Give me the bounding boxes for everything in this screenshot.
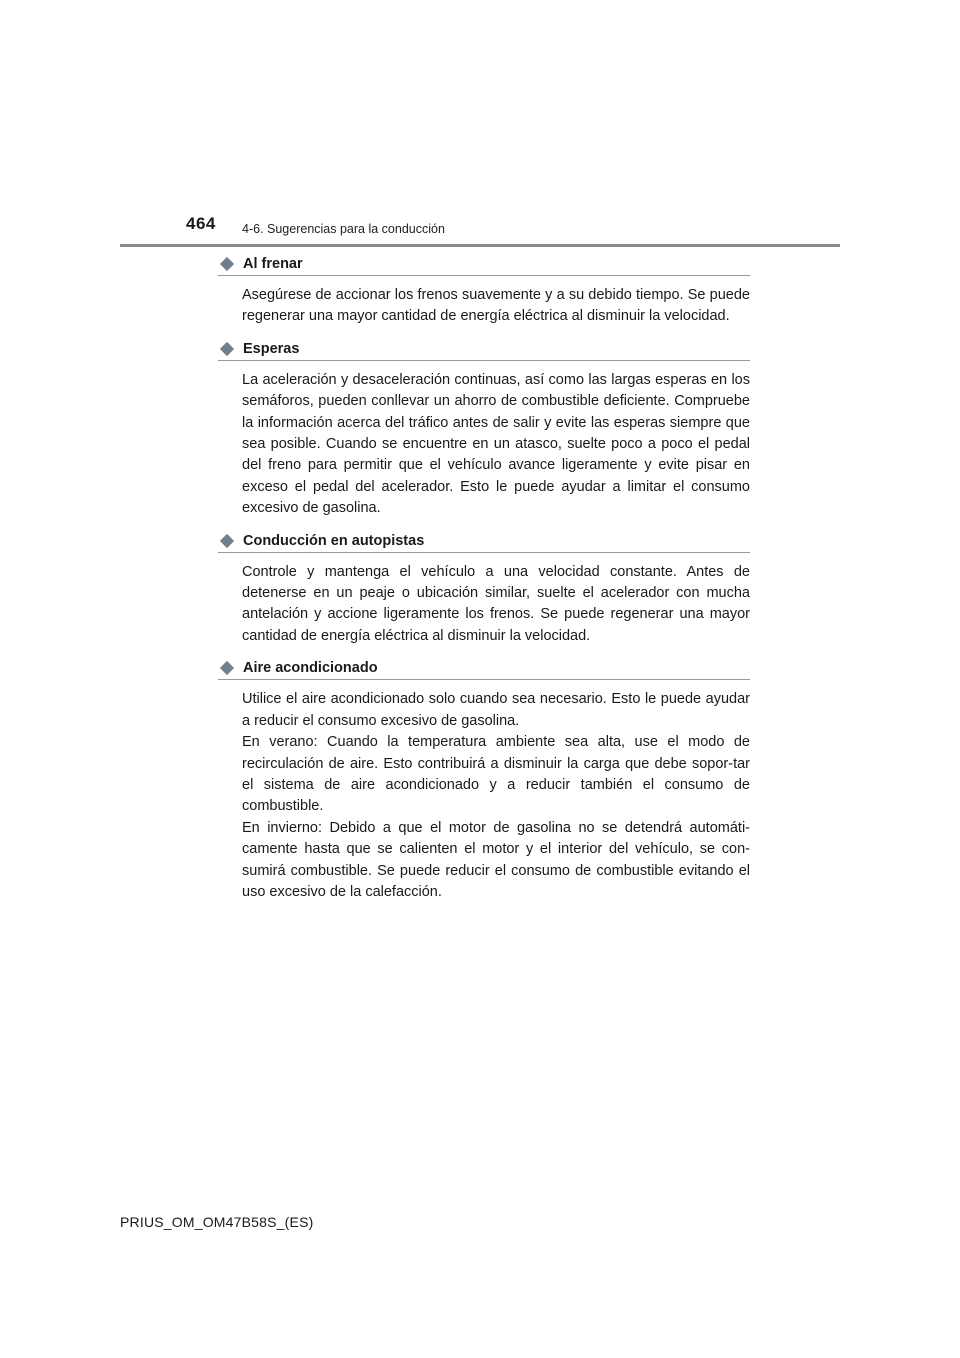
section-esperas — [218, 338, 750, 520]
section-title: 4-6. Sugerencias para la conducción — [242, 222, 445, 236]
page-number: 464 — [186, 214, 216, 233]
section-heading-row — [218, 530, 750, 553]
section-heading: Esperas — [243, 340, 300, 357]
section-heading: Aire acondicionado — [243, 660, 378, 677]
document-body — [218, 253, 750, 913]
section-aire-acondicionado — [218, 657, 750, 903]
section-heading: Conducción en autopistas — [243, 532, 425, 549]
paragraph: La aceleración y desaceleración continuas, así como las largas esperas en los semáforos, pueden conllevar un ahorro de combustible deficiente. Compruebe la información acerca del tráfico antes de salir y evite las esperas siempre que sea posible. Cuando se encuentre en un atasco, suelte poco a poco el pedal del freno para permitir que el vehículo avance ligeramente y evite pisar en exceso el pedal del acelerador. Esto le puede ayudar a limitar el consumo excesivo de gasolina. — [242, 371, 750, 517]
section-conduccion-autopistas — [218, 530, 750, 648]
paragraph: En verano: Cuando la temperatura ambiente sea alta, use el modo de recirculación de aire. Esto contribuirá a disminuir la carga que debe sopor-tar el sistema de aire acondicionado y a reducir también el consumo de combustible. — [242, 734, 750, 815]
section-al-frenar — [218, 253, 750, 328]
section-text — [242, 689, 750, 903]
header-rule — [120, 244, 840, 247]
diamond-bullet-icon — [220, 342, 234, 356]
paragraph: Asegúrese de accionar los frenos suavemente y a su debido tiempo. Se puede regenerar una mayor cantidad de energía eléctrica al disminuir la velocidad. — [242, 287, 750, 325]
section-text — [242, 562, 750, 648]
paragraph: Controle y mantenga el vehículo a una velocidad constante. Antes de detenerse en un peaje o ubicación similar, suelte el acelerador con mucha antelación y accione ligeramente los frenos. Se puede regenerar una mayor cantidad de energía eléctrica al disminuir la velocidad. — [242, 563, 750, 644]
diamond-bullet-icon — [220, 661, 234, 675]
section-heading-row — [218, 657, 750, 680]
diamond-bullet-icon — [220, 534, 234, 548]
section-heading-row — [218, 253, 750, 276]
section-heading: Al frenar — [243, 256, 303, 272]
paragraph: En invierno: Debido a que el motor de gasolina no se detendrá automáti-camente hasta que se calienten el motor y el interior del vehículo, se con-sumirá combustible. Se puede reducir el consumo de combustible evitando el uso excesivo de la calefacción. — [242, 819, 750, 900]
section-text — [242, 370, 750, 520]
section-heading-row — [218, 338, 750, 361]
section-text — [242, 285, 750, 328]
paragraph: Utilice el aire acondicionado solo cuando sea necesario. Esto le puede ayudar a reducir el consumo excesivo de gasolina. — [242, 691, 750, 729]
diamond-bullet-icon — [220, 257, 234, 271]
document-code: PRIUS_OM_OM47B58S_(ES) — [120, 1214, 314, 1230]
